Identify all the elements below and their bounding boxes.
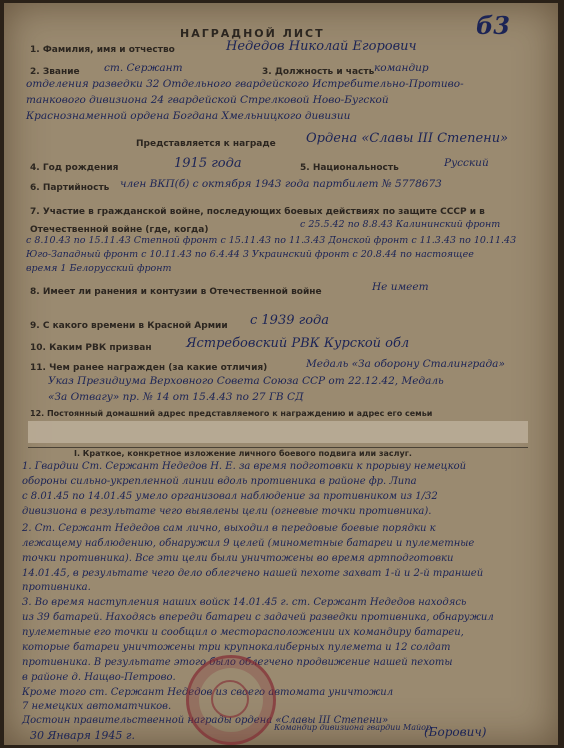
citation-line: дивизиона в результате чего выявлены цели (огневые точки противника). <box>22 506 432 517</box>
redacted-address <box>28 421 528 443</box>
field-2-label: 2. Звание <box>30 67 80 77</box>
unit-line-3: Краснознаменной ордена Богдана Хмельницкого дивизии <box>26 110 351 122</box>
field-4-value: 1915 года <box>174 156 242 171</box>
unit-line-2: танкового дивизиона 24 гвардейской Стрелковой Ново-Бугской <box>26 94 389 106</box>
citation-line: 3. Во время наступления наших войск 14.01.45 г. ст. Сержант Недедов находясь <box>22 597 467 608</box>
citation-line: Кроме того ст. Сержант Недедов из своего автомата уничтожил <box>22 687 394 698</box>
front-line-1: с 8.10.43 по 15.11.43 Степной фронт с 15.11.43 по 11.3.43 Донской фронт с 11.3.43 по 10.11.43 <box>26 235 517 246</box>
field-9-value: с 1939 года <box>250 313 330 328</box>
front-line-3: время 1 Белорусский фронт <box>26 263 172 274</box>
medal-line-1: Указ Президиума Верховного Совета Союза ССР от 22.12.42, Медаль <box>48 375 444 387</box>
field-11-value: Медаль «За оборону Сталинграда» <box>306 358 505 370</box>
section-heading: I. Краткое, конкретное изложение личного боевого подвига или заслуг. <box>74 449 412 458</box>
field-5-label: 5. Национальность <box>300 163 399 173</box>
field-8-label: 8. Имеет ли ранения и контузии в Отечественной войне <box>30 287 322 297</box>
citation-line: обороны сильно-укрепленной линии вдоль противника в районе фр. Липа <box>22 476 417 487</box>
field-12-label: 12. Постоянный домашний адрес представляемого к награждению и адрес его семьи <box>30 409 433 418</box>
citation-line: в районе д. Нащво-Петрово. <box>22 672 176 683</box>
field-1-value: Недедов Николай Егорович <box>226 39 417 54</box>
front-line-2: Юго-Западный фронт с 10.11.43 по 6.4.44 3 Украинский фронт с 20.8.44 по настоящее <box>26 249 474 260</box>
citation-line: противника. <box>22 582 91 593</box>
field-1-label: 1. Фамилия, имя и отчество <box>30 45 175 55</box>
footer-date: 30 Января 1945 г. <box>30 729 135 742</box>
field-9-label: 9. С какого времени в Красной Армии <box>30 321 228 331</box>
citation-line: пулеметные его точки и сообщил о месторасположении их командиру батареи, <box>22 627 464 638</box>
field-7-value: с 25.5.42 по 8.8.43 Калининский фронт <box>300 219 501 230</box>
field-3-value: командир <box>374 62 429 74</box>
citation-line: лежащему наблюдению, обнаружил 9 целей (минометные батареи и пулеметные <box>22 538 475 549</box>
citation-line: которые батареи уничтожены три крупнокалиберных пулемета и 12 солдат <box>22 642 451 653</box>
field-3-label: 3. Должность и часть <box>262 67 375 77</box>
citation-line: 14.01.45, в результате чего дело облегчено нашей пехоте захват 1-й и 2-й траншей <box>22 568 484 579</box>
field-2-value: ст. Сержант <box>104 62 183 74</box>
corner-mark: б3 <box>475 11 510 40</box>
field-5-value: Русский <box>444 157 489 169</box>
medal-line-2: «За Отвагу» пр. № 14 от 15.4.43 по 27 ГВ СД <box>48 391 304 403</box>
unit-line-1: отделения разведки 32 Отдельного гвардейского Истребительно-Противо- <box>26 78 464 90</box>
citation-line: из 39 батарей. Находясь впереди батареи с задачей разведки противника, обнаружил <box>22 612 494 623</box>
citation-line: с 8.01.45 по 14.01.45 умело организовал наблюдение за противником из 1/32 <box>22 491 438 502</box>
field-10-label: 10. Каким РВК призван <box>30 343 152 353</box>
citation-line: противника. В результате этого было облегчено продвижение нашей пехоты <box>22 657 453 668</box>
citation-line: 7 немецких автоматчиков. <box>22 701 172 712</box>
award-sheet <box>4 3 558 745</box>
proposed-value: Ордена «Славы III Степени» <box>306 131 509 146</box>
field-4-label: 4. Год рождения <box>30 163 119 173</box>
field-10-value: Ястребовский РВК Курской обл <box>186 336 410 351</box>
field-8-value: Не имеет <box>372 281 429 293</box>
commander-signature: (Борович) <box>424 725 487 739</box>
proposed-label: Представляется к награде <box>136 139 276 149</box>
field-7-label: 7. Участие в гражданской войне, последующих боевых действиях по защите СССР и в Отечественной войне (где, когда) <box>30 207 485 235</box>
citation-line: Достоин правительственной награды ордена «Славы III Степени» <box>22 715 389 726</box>
commander-rank: Командир дивизиона гвардии Майор <box>274 723 432 732</box>
document-title: НАГРАДНОЙ ЛИСТ <box>180 27 325 40</box>
field-6-label: 6. Партийность <box>30 183 110 193</box>
citation-line: точки противника). Все эти цели были уничтожены во время артподготовки <box>22 553 454 564</box>
divider <box>28 447 528 448</box>
official-stamp <box>186 655 276 745</box>
field-6-value: член ВКП(б) с октября 1943 года партбилет № 5778673 <box>120 178 442 190</box>
field-11-label: 11. Чем ранее награжден (за какие отличия) <box>30 363 268 373</box>
citation-line: 1. Гвардии Ст. Сержант Недедов Н. Е. за время подготовки к прорыву немецкой <box>22 461 467 472</box>
citation-line: 2. Ст. Сержант Недедов сам лично, выходил в передовые боевые порядки к <box>22 523 436 534</box>
